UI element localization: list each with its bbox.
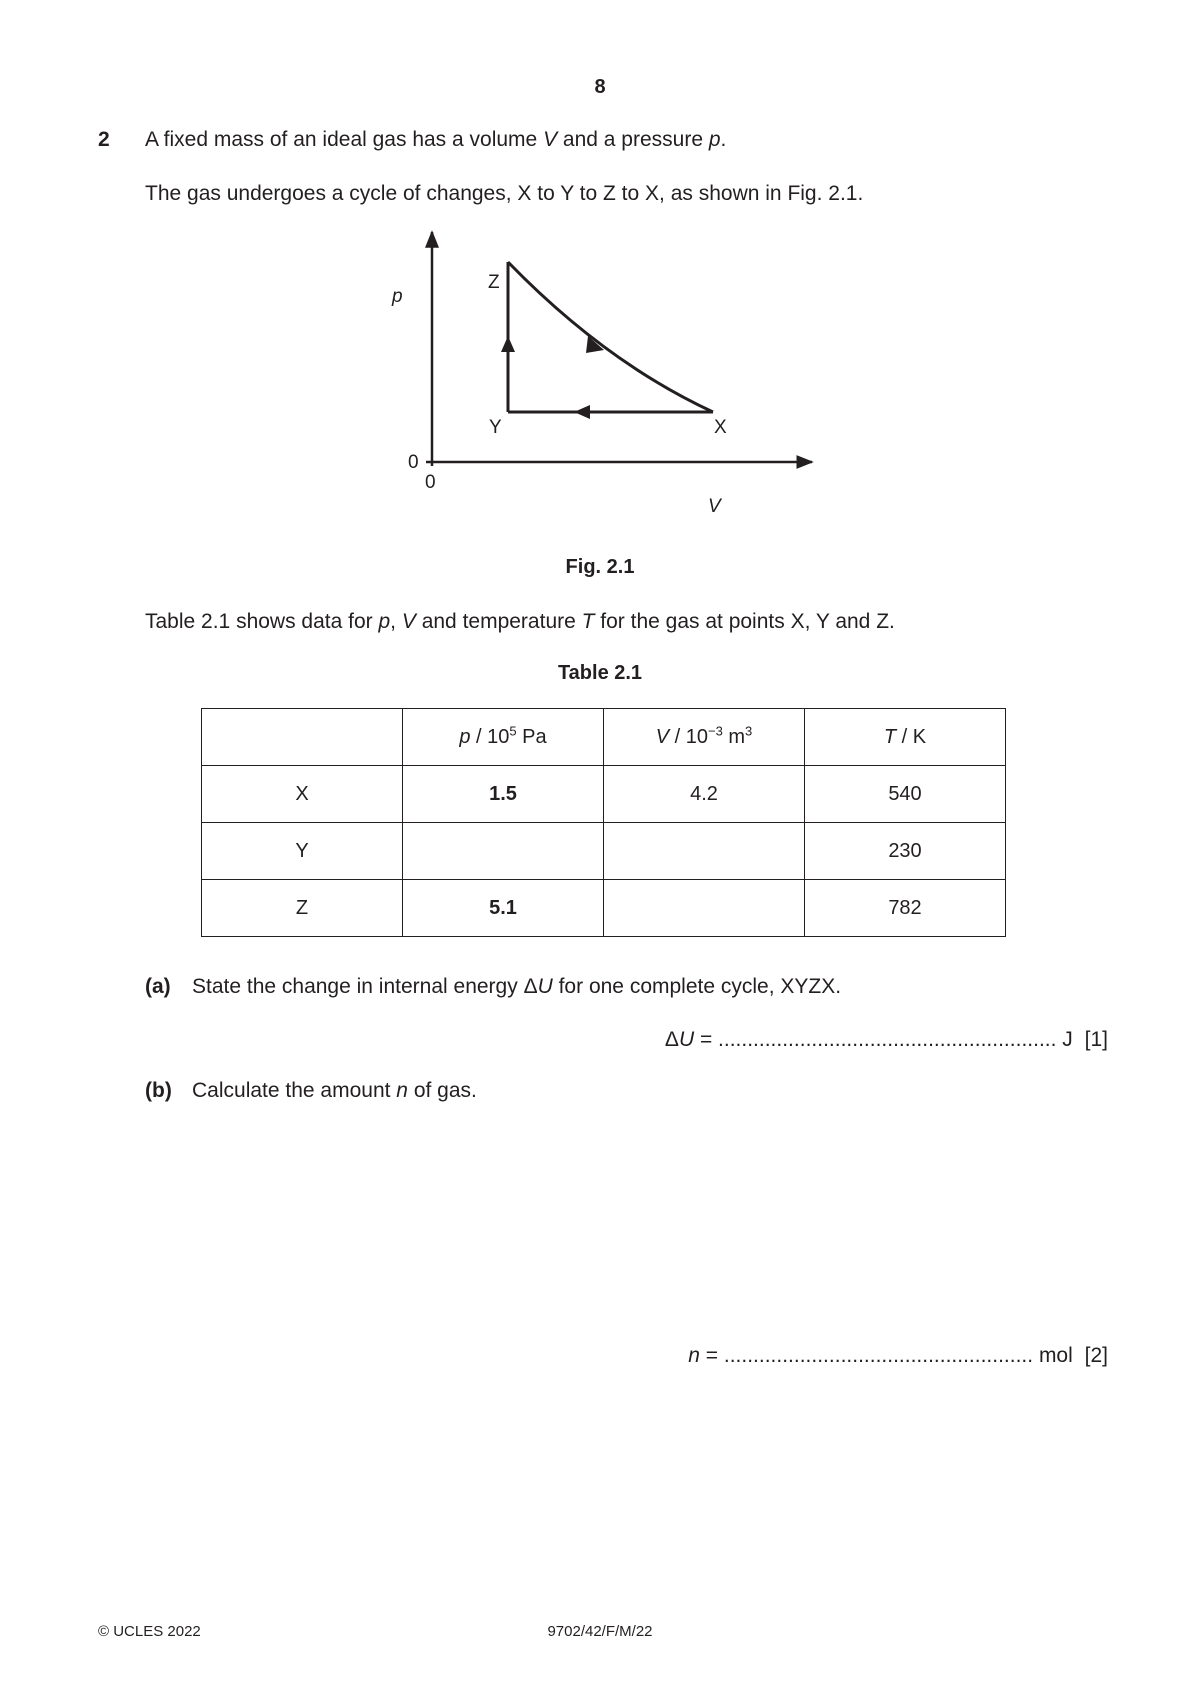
table-intro-d: for the gas at points X, Y and Z. — [594, 610, 895, 633]
header-v-symbol: V — [655, 725, 670, 748]
question-cycle-line: The gas undergoes a cycle of changes, X to Y to Z to X, as shown in Fig. 2.1. — [145, 182, 864, 205]
header-p-unit: Pa — [516, 725, 547, 748]
header-v-unit-exponent: 3 — [745, 722, 753, 738]
row-point-label: Z — [202, 880, 403, 937]
v-axis-label: V — [708, 496, 721, 517]
answer-a-unit: J — [1056, 1028, 1073, 1051]
p-axis-label: p — [392, 286, 403, 307]
table-intro-t: T — [581, 610, 595, 633]
table-header-volume — [604, 709, 805, 766]
row-pressure-value — [403, 823, 604, 880]
row-temperature-value: 540 — [805, 766, 1006, 823]
z-to-x-curve — [508, 262, 713, 412]
answer-a-delta: Δ — [664, 1028, 679, 1051]
table-row — [202, 823, 1006, 880]
table-header-pressure — [403, 709, 604, 766]
header-t-symbol: T — [883, 725, 897, 748]
header-v-prefix: / 10 — [669, 725, 708, 748]
part-a-label: (a) — [145, 975, 171, 998]
table-intro-v: V — [401, 610, 416, 633]
part-b-text-b: of gas. — [407, 1079, 477, 1102]
answer-a-u-symbol: U — [678, 1028, 695, 1051]
row-point-label: Y — [202, 823, 403, 880]
answer-b-equals: = — [699, 1344, 724, 1367]
answer-a-blank[interactable]: .......................................................... — [718, 1028, 1057, 1051]
table-intro-c: and temperature — [415, 610, 582, 633]
intro-text-a: A fixed mass of an ideal gas has a volume — [145, 128, 544, 151]
row-temperature-value: 230 — [805, 823, 1006, 880]
table-row — [202, 880, 1006, 937]
answer-b-unit: mol — [1033, 1344, 1073, 1367]
row-temperature-value: 782 — [805, 880, 1006, 937]
part-a-text-a: State the change in internal energy — [192, 975, 524, 998]
part-a-u-symbol: U — [537, 975, 553, 998]
header-t-unit: / K — [896, 725, 927, 748]
row-volume-value: 4.2 — [604, 766, 805, 823]
part-a-text-b: for one complete cycle, XYZX. — [552, 975, 842, 998]
row-pressure-value: 1.5 — [403, 766, 604, 823]
intro-text-b: and a pressure — [557, 128, 709, 151]
table-intro-b: , — [390, 610, 402, 633]
part-b-marks: [2] — [1084, 1344, 1108, 1367]
part-b-n-symbol: n — [396, 1079, 408, 1102]
answer-b-blank[interactable]: ..................................................... — [723, 1344, 1034, 1367]
point-z-label: Z — [488, 272, 500, 293]
pv-cycle-diagram — [360, 222, 820, 522]
footer-paper-code: 9702/42/F/M/22 — [547, 1623, 653, 1640]
answer-a-equals: = — [694, 1028, 719, 1051]
y-to-z-arrow — [501, 336, 515, 352]
table-header-row — [202, 709, 1006, 766]
part-a-answer-line — [665, 1027, 1108, 1053]
page-number: 8 — [594, 76, 606, 98]
x-to-y-arrow — [574, 405, 590, 419]
part-b-answer-line — [688, 1343, 1108, 1369]
table-intro-a: Table 2.1 shows data for — [145, 610, 379, 633]
row-point-label: X — [202, 766, 403, 823]
header-p-prefix: / 10 — [470, 725, 510, 748]
table-intro-p: p — [378, 610, 391, 633]
row-volume-value — [604, 823, 805, 880]
part-b-label: (b) — [145, 1079, 172, 1102]
part-b-text-a: Calculate the amount — [192, 1079, 397, 1102]
table-row — [202, 766, 1006, 823]
intro-pressure-symbol: p — [708, 128, 721, 151]
intro-volume-symbol: V — [543, 128, 558, 151]
header-p-exponent: 5 — [509, 722, 517, 738]
question-number: 2 — [98, 128, 110, 151]
row-volume-value — [604, 880, 805, 937]
part-a-question — [192, 974, 841, 1000]
header-p-symbol: p — [459, 725, 471, 748]
table-intro-line — [145, 609, 895, 635]
intro-text-c: . — [720, 128, 727, 151]
point-y-label: Y — [489, 417, 502, 438]
y-origin-label: 0 — [408, 452, 419, 473]
question-intro-line — [145, 127, 726, 153]
row-pressure-value: 5.1 — [403, 880, 604, 937]
table-title: Table 2.1 — [557, 662, 643, 684]
figure-caption: Fig. 2.1 — [565, 556, 635, 578]
footer-copyright: © UCLES 2022 — [98, 1623, 201, 1640]
table-header-blank — [202, 709, 403, 766]
header-v-unit: m — [722, 725, 746, 748]
answer-b-n-symbol: n — [688, 1344, 700, 1367]
header-v-exponent: −3 — [707, 722, 723, 738]
part-b-question — [192, 1078, 477, 1104]
point-x-label: X — [714, 417, 727, 438]
table-header-temperature — [805, 709, 1006, 766]
data-table — [201, 708, 1006, 937]
x-origin-label: 0 — [425, 472, 436, 493]
part-a-delta: Δ — [523, 975, 538, 998]
part-a-marks: [1] — [1084, 1028, 1108, 1051]
